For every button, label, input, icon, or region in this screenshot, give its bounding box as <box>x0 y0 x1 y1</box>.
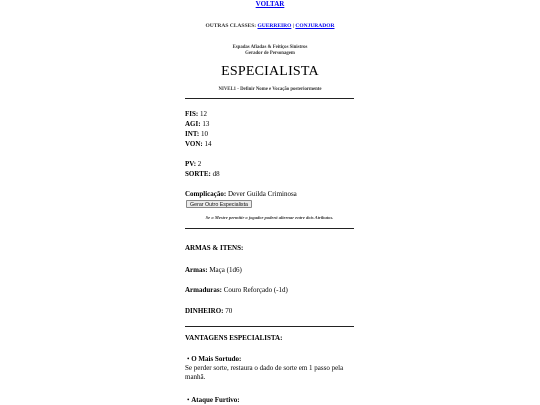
stat-label: SORTE: <box>185 170 211 178</box>
weapons <box>185 266 242 275</box>
stat-pv <box>185 160 201 169</box>
bullet-icon: • <box>187 355 190 363</box>
attribute-value: 13 <box>202 120 210 128</box>
advantage-title: Ataque Furtivo: <box>191 396 240 404</box>
attribute-value: 12 <box>199 110 207 118</box>
armor-label: Armaduras: <box>185 286 222 294</box>
stat-sorte <box>185 170 220 179</box>
stat-value: d8 <box>212 170 220 178</box>
back-link[interactable]: VOLTAR <box>255 0 285 8</box>
attribute-value: 14 <box>204 140 212 148</box>
divider <box>185 228 354 229</box>
attribute-label: INT: <box>185 130 200 138</box>
level-note: NIVEL1 - Definir Nome e Vocação posteriormente <box>218 87 322 92</box>
stat-label: PV: <box>185 160 197 168</box>
divider <box>185 326 354 327</box>
attribute-label: VON: <box>185 140 203 148</box>
attribute-value: 10 <box>201 130 209 138</box>
advantage-item <box>187 355 241 364</box>
attribute-int <box>185 130 208 139</box>
items-heading-text: ARMAS & ITENS: <box>185 244 244 252</box>
attribute-agi <box>185 120 209 129</box>
weapons-value: Maça (1d6) <box>209 266 242 274</box>
money <box>185 307 232 316</box>
divider <box>185 98 354 99</box>
class-link-guerreiro[interactable]: GUERREIRO <box>257 23 292 29</box>
generator-name: Gerador de Personagem <box>245 51 295 56</box>
attribute-swap-note: Se o Mestre permitir o jogador poderá alternar entre dois Atributos. <box>205 215 334 220</box>
other-classes-label: OUTRAS CLASSES: <box>205 23 257 29</box>
attribute-label: AGI: <box>185 120 201 128</box>
items-heading <box>185 244 243 253</box>
advantages-heading-text: VANTAGENS ESPECIALISTA: <box>185 334 283 342</box>
advantages-heading <box>185 334 282 343</box>
back-nav <box>0 0 540 9</box>
attribute-fis <box>185 110 207 119</box>
bullet-icon: • <box>187 396 190 404</box>
class-link-conjurador[interactable]: CONJURADOR <box>295 23 335 29</box>
armor-value: Couro Reforçado (-1d) <box>223 286 288 294</box>
game-subtitle <box>0 45 540 57</box>
advantage-item <box>187 396 240 405</box>
page-title: ESPECIALISTA <box>221 64 319 79</box>
stat-value: 2 <box>197 160 202 168</box>
class-separator: | <box>292 23 294 29</box>
complication <box>185 190 297 199</box>
advantage-title: O Mais Sortudo: <box>191 355 242 363</box>
game-name: Espadas Afiadas & Feitiços Sinistros <box>232 45 308 50</box>
attribute-von <box>185 140 212 149</box>
advantage-description: Se perder sorte, restaura o dado de sorte em 1 passo pela manhã. <box>185 364 344 381</box>
armor <box>185 286 288 295</box>
weapons-label: Armas: <box>185 266 208 274</box>
other-classes-bar <box>0 23 540 29</box>
generate-another-button[interactable]: Gerar Outro Especialista <box>186 200 252 208</box>
complication-value: Dever Guilda Criminosa <box>227 190 297 198</box>
money-value: 70 <box>225 307 233 315</box>
complication-label: Complicação: <box>185 190 227 198</box>
money-label: DINHEIRO: <box>185 307 224 315</box>
attribute-label: FIS: <box>185 110 199 118</box>
